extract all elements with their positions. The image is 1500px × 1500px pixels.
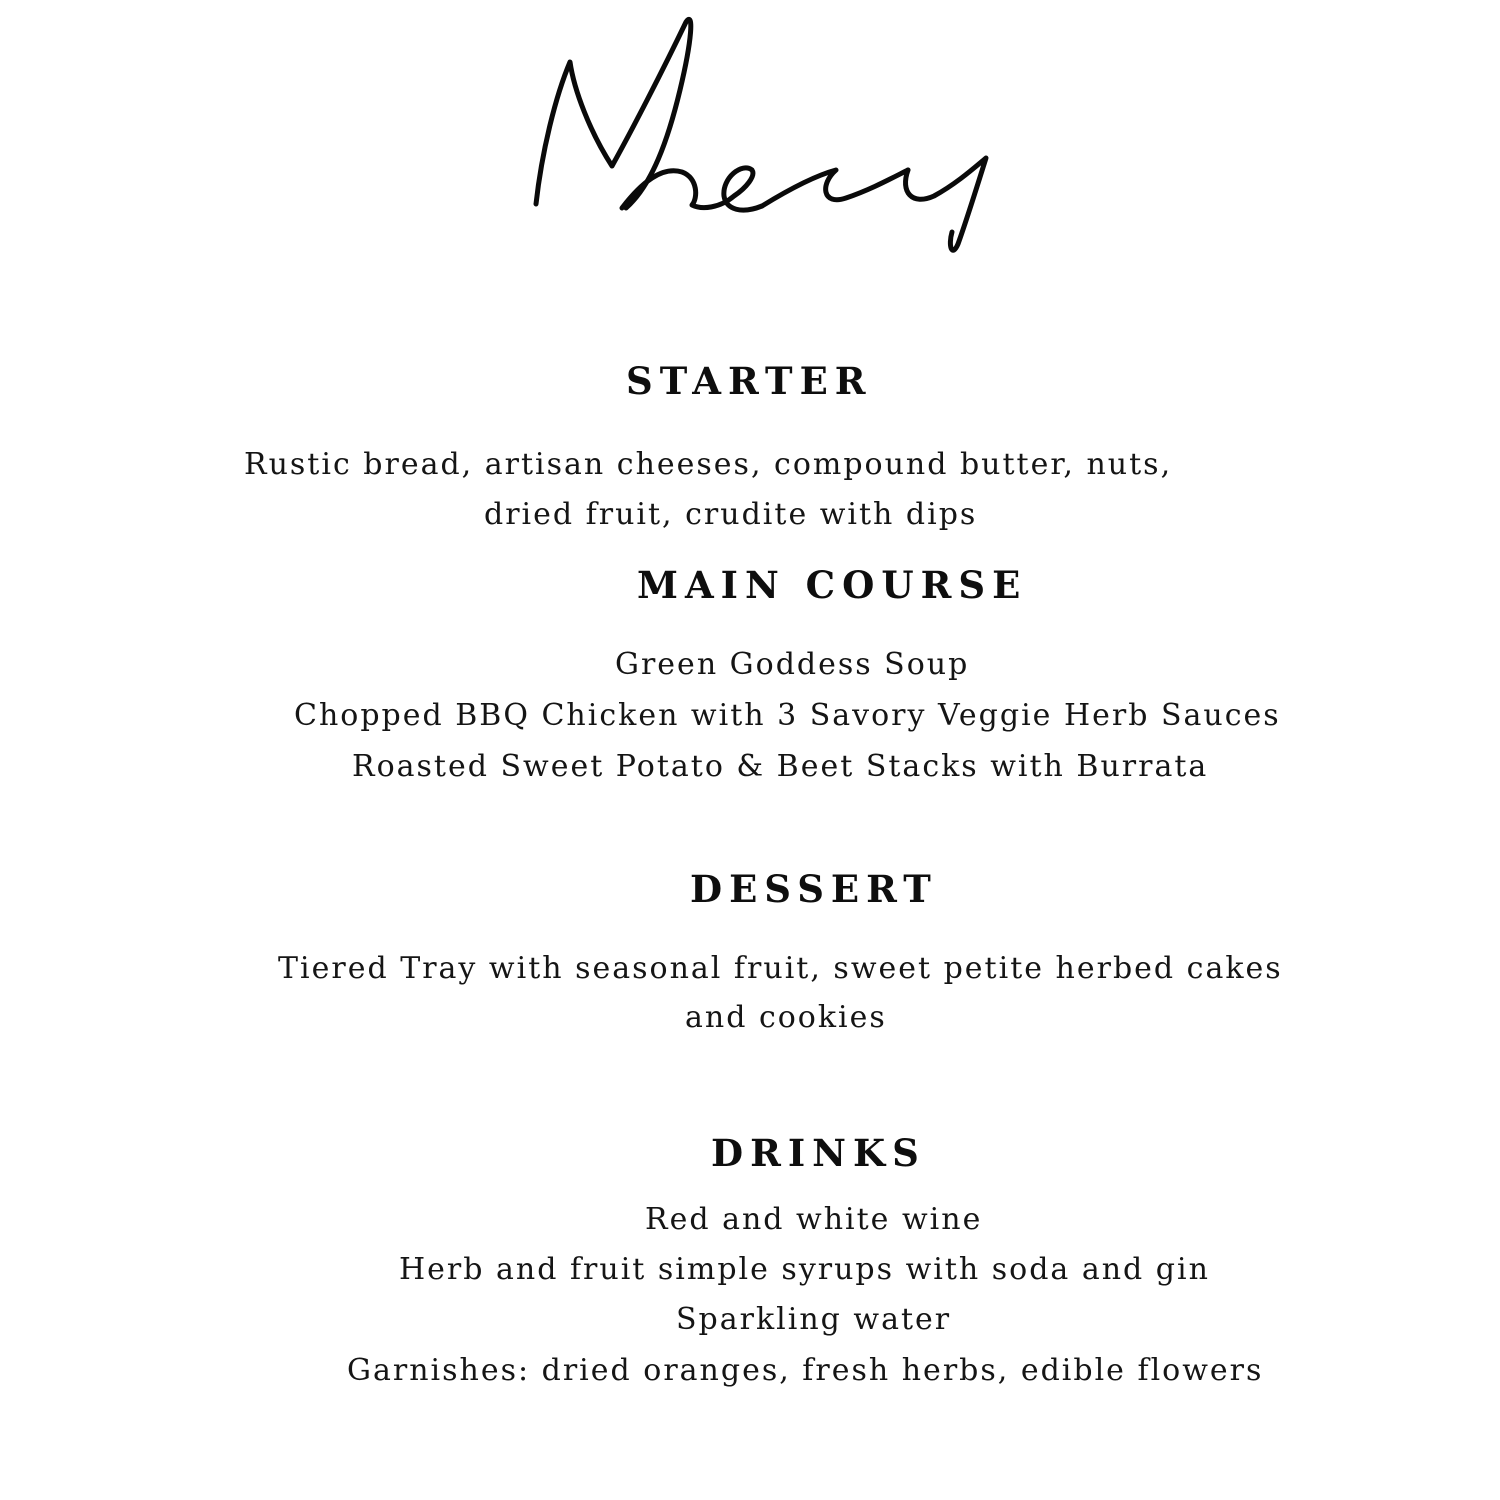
dessert-line-2: and cookies xyxy=(685,1000,887,1035)
drinks-line-3: Sparkling water xyxy=(676,1302,952,1337)
menu-title-script xyxy=(520,0,1000,260)
section-heading-drinks: DRINKS xyxy=(711,1131,926,1175)
section-heading-main-course: MAIN COURSE xyxy=(637,563,1028,607)
drinks-line-4: Garnishes: dried oranges, fresh herbs, edible flowers xyxy=(347,1353,1264,1388)
starter-line-1: Rustic bread, artisan cheeses, compound butter, nuts, xyxy=(244,447,1173,482)
starter-line-2: dried fruit, crudite with dips xyxy=(484,497,978,532)
dessert-line-1: Tiered Tray with seasonal fruit, sweet petite herbed cakes xyxy=(278,951,1283,986)
main-course-line-3: Roasted Sweet Potato & Beet Stacks with Burrata xyxy=(352,749,1209,784)
section-heading-dessert: DESSERT xyxy=(690,867,938,911)
section-heading-starter: STARTER xyxy=(626,359,873,403)
drinks-line-1: Red and white wine xyxy=(645,1202,983,1237)
main-course-line-2: Chopped BBQ Chicken with 3 Savory Veggie Herb Sauces xyxy=(294,698,1281,733)
drinks-line-2: Herb and fruit simple syrups with soda and gin xyxy=(399,1252,1210,1287)
main-course-line-1: Green Goddess Soup xyxy=(615,647,970,682)
